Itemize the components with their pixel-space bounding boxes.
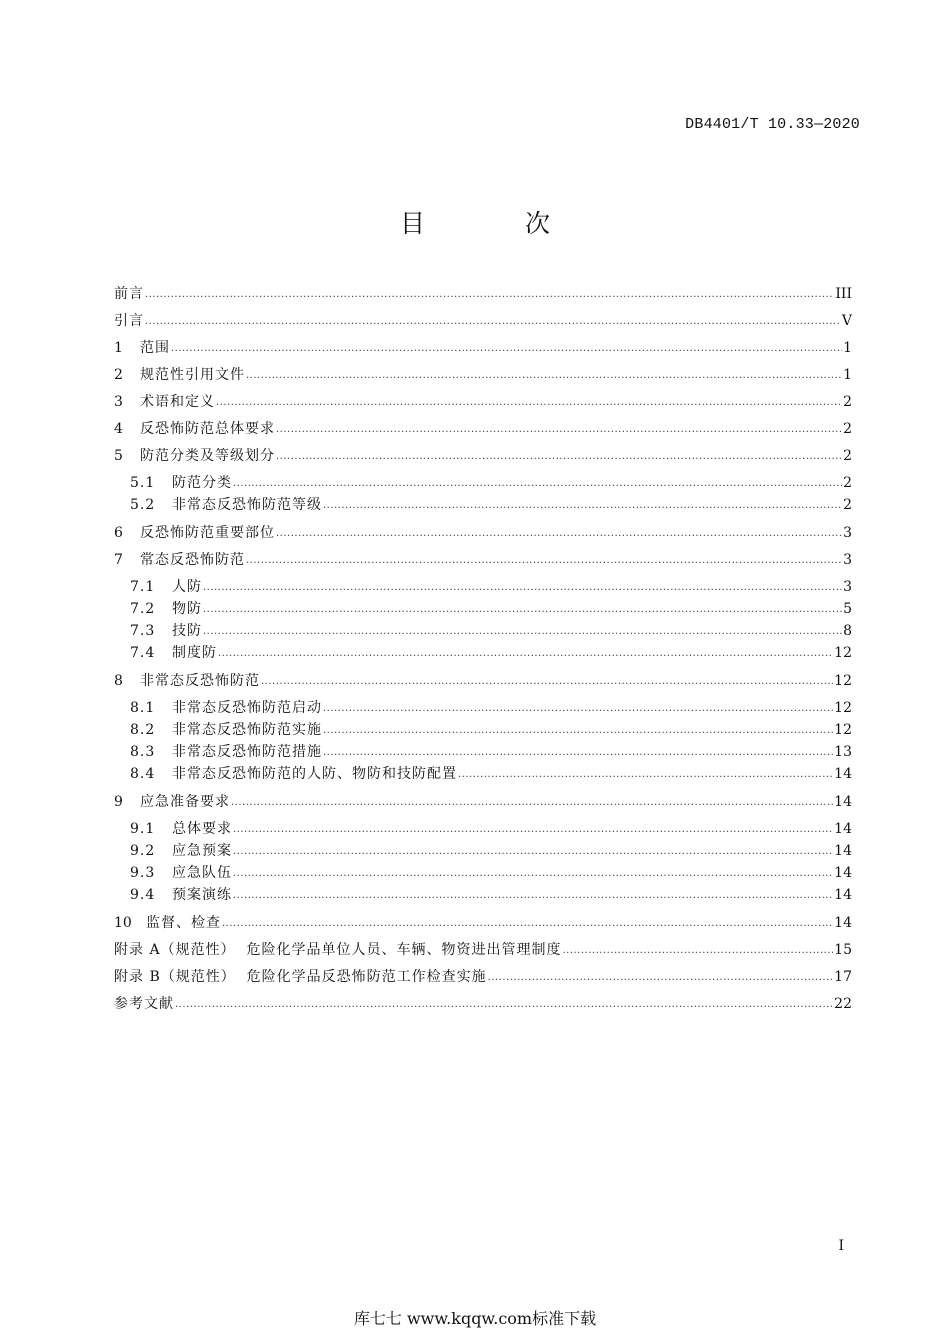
toc-leader-dots xyxy=(233,886,833,906)
page-title: 目 次 xyxy=(400,209,596,238)
toc-entry[interactable] xyxy=(114,819,852,841)
toc-entry-label: 附录 B（规范性） 危险化学品反恐怖防范工作检查实施 xyxy=(114,969,487,985)
toc-entry-number: 9.2 xyxy=(130,843,156,859)
toc-leader-dots xyxy=(233,474,842,494)
toc-entry-number: 10 xyxy=(114,915,132,931)
toc-entry-page: 2 xyxy=(843,497,852,513)
toc-entry[interactable] xyxy=(114,550,852,577)
toc-entry-page: 14 xyxy=(834,794,852,810)
toc-entry-page: V xyxy=(841,313,852,329)
toc-entry[interactable] xyxy=(114,967,852,994)
toc-entry-label: 非常态反恐怖防范措施 xyxy=(172,744,322,760)
toc-leader-dots xyxy=(145,285,834,305)
toc-leader-dots xyxy=(231,793,833,813)
toc-entry[interactable] xyxy=(114,473,852,495)
toc-entry-page: 2 xyxy=(843,394,852,410)
toc-entry[interactable] xyxy=(114,885,852,907)
toc-entry-page: 13 xyxy=(834,744,852,760)
toc-leader-dots xyxy=(246,366,842,386)
toc-leader-dots xyxy=(323,743,833,763)
toc-entry-page: 3 xyxy=(843,525,852,541)
toc-entry-number: 8.2 xyxy=(130,722,156,738)
toc-entry[interactable] xyxy=(114,523,852,550)
toc-entry-page: 12 xyxy=(834,673,852,689)
toc-entry-label: 引言 xyxy=(114,313,144,329)
toc-entry[interactable] xyxy=(114,419,852,446)
toc-leader-dots xyxy=(562,941,833,961)
toc-entry-number: 8.3 xyxy=(130,744,156,760)
toc-entry-number: 7.3 xyxy=(130,623,156,639)
toc-leader-dots xyxy=(276,447,842,467)
toc-leader-dots xyxy=(276,524,842,544)
toc-entry-page: 3 xyxy=(843,552,852,568)
toc-leader-dots xyxy=(203,622,842,642)
toc-entry-page: 15 xyxy=(834,942,852,958)
toc-entry-label: 反恐怖防范重要部位 xyxy=(140,525,275,541)
toc-entry-page: 2 xyxy=(843,475,852,491)
toc-entry-label: 附录 A（规范性） 危险化学品单位人员、车辆、物资进出管理制度 xyxy=(114,942,562,958)
toc-leader-dots xyxy=(458,765,833,785)
toc-entry[interactable] xyxy=(114,720,852,742)
toc-leader-dots xyxy=(216,393,842,413)
toc-entry-page: 12 xyxy=(834,700,852,716)
toc-entry-page: 17 xyxy=(834,969,852,985)
toc-leader-dots xyxy=(261,672,833,692)
toc-entry-number: 8.1 xyxy=(130,700,156,716)
toc-entry-label: 制度防 xyxy=(172,645,217,661)
toc-entry[interactable] xyxy=(114,621,852,643)
toc-entry-number: 5.2 xyxy=(130,497,156,513)
toc-leader-dots xyxy=(233,842,833,862)
toc-entry-page: 12 xyxy=(834,722,852,738)
toc-entry-number: 1 xyxy=(114,340,123,356)
toc-entry-number: 3 xyxy=(114,394,123,410)
toc-entry[interactable] xyxy=(114,495,852,517)
toc-entry-number: 5 xyxy=(114,448,123,464)
toc-entry-label: 术语和定义 xyxy=(140,394,215,410)
toc-entry-number: 4 xyxy=(114,421,123,437)
toc-entry[interactable] xyxy=(114,284,852,311)
toc-entry-number: 9.3 xyxy=(130,865,156,881)
toc-entry-page: 2 xyxy=(843,421,852,437)
toc-entry-number: 2 xyxy=(114,367,123,383)
toc-entry-page: 14 xyxy=(834,766,852,782)
toc-entry[interactable] xyxy=(114,365,852,392)
toc-entry[interactable] xyxy=(114,577,852,599)
toc-entry[interactable] xyxy=(114,599,852,621)
toc-entry-page: 14 xyxy=(834,843,852,859)
toc-entry-page: III xyxy=(835,286,852,302)
toc-entry-label: 前言 xyxy=(114,286,144,302)
toc-entry-number: 9.4 xyxy=(130,887,156,903)
toc-leader-dots xyxy=(246,551,842,571)
toc-leader-dots xyxy=(488,968,834,988)
toc-entry-label: 范围 xyxy=(140,340,170,356)
toc-entry-label: 防范分类及等级划分 xyxy=(140,448,275,464)
toc-entry[interactable] xyxy=(114,940,852,967)
toc-entry-label: 非常态反恐怖防范的人防、物防和技防配置 xyxy=(172,766,457,782)
table-of-contents xyxy=(114,284,852,1021)
toc-entry[interactable] xyxy=(114,913,852,940)
toc-entry[interactable] xyxy=(114,446,852,473)
toc-leader-dots xyxy=(171,339,842,359)
toc-entry-page: 1 xyxy=(843,367,852,383)
toc-entry-number: 9.1 xyxy=(130,821,156,837)
footer-watermark: 库七七 www.kqqw.com标准下载 xyxy=(353,1309,597,1328)
toc-leader-dots xyxy=(203,578,842,598)
toc-entry-label: 应急队伍 xyxy=(172,865,232,881)
toc-entry-page: 5 xyxy=(843,601,852,617)
toc-entry-label: 反恐怖防范总体要求 xyxy=(140,421,275,437)
toc-entry-label: 预案演练 xyxy=(172,887,232,903)
toc-entry[interactable] xyxy=(114,863,852,885)
toc-leader-dots xyxy=(175,995,833,1015)
page-number: I xyxy=(838,1238,844,1254)
toc-entry-label: 总体要求 xyxy=(172,821,232,837)
toc-entry-label: 监督、检查 xyxy=(146,915,221,931)
toc-leader-dots xyxy=(145,312,841,332)
toc-entry-number: 9 xyxy=(114,794,123,810)
toc-entry[interactable] xyxy=(114,643,852,665)
toc-leader-dots xyxy=(233,820,833,840)
toc-leader-dots xyxy=(203,600,842,620)
toc-entry-page: 14 xyxy=(834,821,852,837)
toc-entry-label: 人防 xyxy=(172,579,202,595)
toc-entry-number: 8 xyxy=(114,673,123,689)
toc-entry[interactable] xyxy=(114,392,852,419)
toc-entry-label: 应急准备要求 xyxy=(140,794,230,810)
toc-entry-page: 14 xyxy=(834,865,852,881)
toc-entry-page: 22 xyxy=(834,996,852,1012)
toc-entry-page: 1 xyxy=(843,340,852,356)
toc-entry-page: 3 xyxy=(843,579,852,595)
toc-leader-dots xyxy=(323,699,833,719)
toc-entry-number: 7.1 xyxy=(130,579,156,595)
toc-entry-label: 非常态反恐怖防范等级 xyxy=(172,497,322,513)
toc-entry-page: 2 xyxy=(843,448,852,464)
document-code: DB4401/T 10.33—2020 xyxy=(685,116,860,133)
toc-entry-label: 非常态反恐怖防范 xyxy=(140,673,260,689)
toc-entry-label: 技防 xyxy=(172,623,202,639)
toc-entry-number: 7 xyxy=(114,552,123,568)
toc-entry-page: 12 xyxy=(834,645,852,661)
toc-entry-label: 参考文献 xyxy=(114,996,174,1012)
toc-entry[interactable] xyxy=(114,764,852,786)
toc-leader-dots xyxy=(222,914,833,934)
toc-leader-dots xyxy=(233,864,833,884)
toc-entry-number: 8.4 xyxy=(130,766,156,782)
toc-entry-number: 5.1 xyxy=(130,475,156,491)
toc-entry-page: 14 xyxy=(834,887,852,903)
toc-entry[interactable] xyxy=(114,311,852,338)
toc-leader-dots xyxy=(276,420,842,440)
toc-entry[interactable] xyxy=(114,742,852,764)
toc-leader-dots xyxy=(218,644,833,664)
toc-entry-number: 7.2 xyxy=(130,601,156,617)
toc-entry[interactable] xyxy=(114,671,852,698)
toc-entry-label: 规范性引用文件 xyxy=(140,367,245,383)
toc-entry-label: 非常态反恐怖防范启动 xyxy=(172,700,322,716)
toc-leader-dots xyxy=(323,496,842,516)
toc-entry[interactable] xyxy=(114,338,852,365)
toc-entry-label: 应急预案 xyxy=(172,843,232,859)
toc-entry-label: 物防 xyxy=(172,601,202,617)
toc-entry-label: 常态反恐怖防范 xyxy=(140,552,245,568)
toc-entry-page: 14 xyxy=(834,915,852,931)
toc-entry[interactable] xyxy=(114,994,852,1021)
toc-entry-label: 防范分类 xyxy=(172,475,232,491)
toc-leader-dots xyxy=(323,721,833,741)
toc-entry-number: 7.4 xyxy=(130,645,156,661)
toc-entry[interactable] xyxy=(114,792,852,819)
toc-entry[interactable] xyxy=(114,698,852,720)
toc-entry-label: 非常态反恐怖防范实施 xyxy=(172,722,322,738)
toc-entry-number: 6 xyxy=(114,525,123,541)
toc-entry-page: 8 xyxy=(843,623,852,639)
toc-entry[interactable] xyxy=(114,841,852,863)
